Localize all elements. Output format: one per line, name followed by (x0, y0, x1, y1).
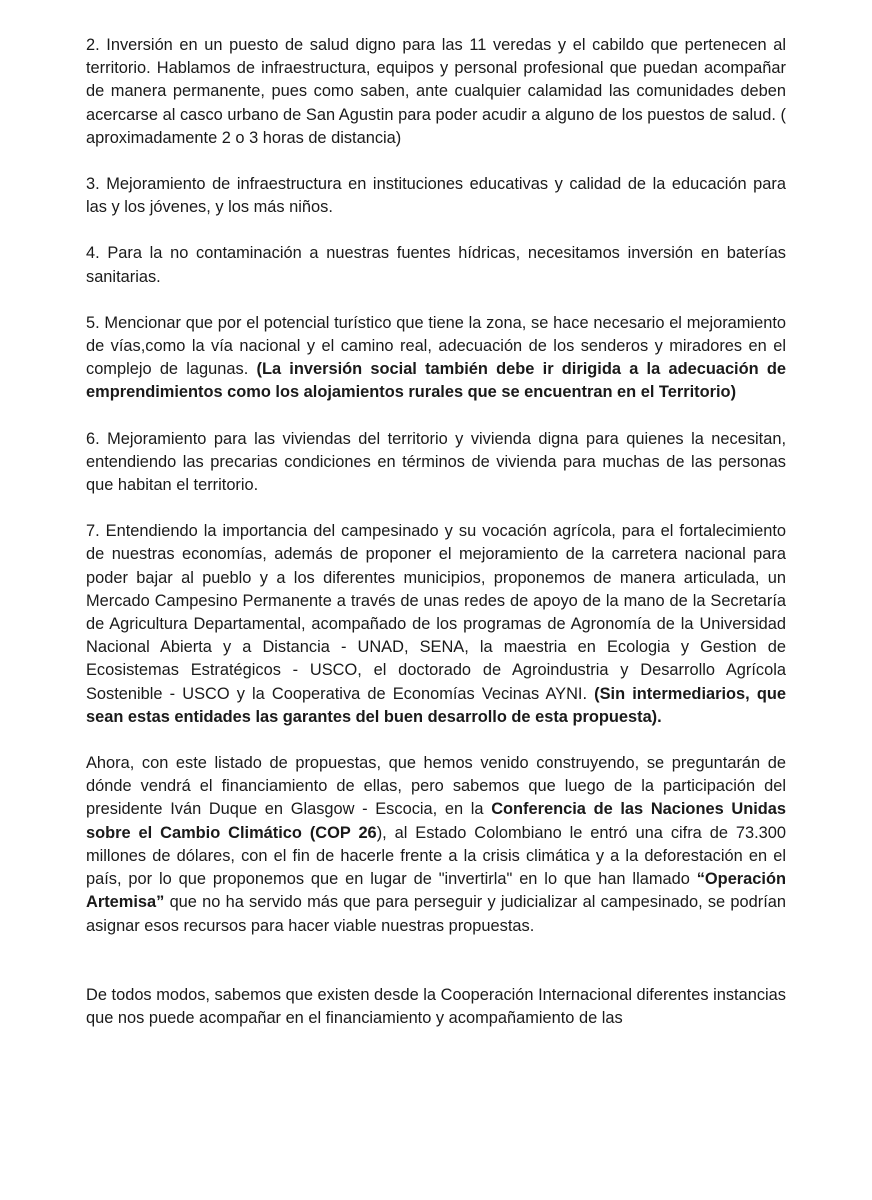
spacer (86, 219, 786, 242)
proposal-item-2: 2. Inversión en un puesto de salud digno para las 11 veredas y el cabildo que pertenecen al territorio. Hablamos de infraestructura, equipos y personal profesional que puedan acompañar de manera permanente, pues como saben, ante cualquier calamidad las comunidades deben acercarse al casco urbano de San Agustin para poder acudir a alguno de los puestos de salud. ( aproximadamente 2 o 3 horas de distancia) (86, 36, 786, 147)
proposal-item-7 (86, 520, 786, 729)
proposal-item-5 (86, 312, 786, 405)
item-7-text: 7. Entendiendo la importancia del campesinado y su vocación agrícola, para el fortalecimiento de nuestras economías, además de proponer el mejoramiento de la carretera nacional para poder bajar al pueblo y a los diferentes municipios, proponemos de manera articulada, un Mercado Campesino Permanente a través de unas redes de apoyo de la mano de la Secretaría de Agricultura Departamental, acompañado de los programas de Agronomía de la Universidad Nacional Abierta y a Distancia - UNAD, SENA, la maestria en Ecologia y Gestion de Ecosistemas Estratégicos - USCO, el doctorado de Agroindustria y Desarrollo Agrícola Sostenible - USCO y la Cooperativa de Economías Vecinas AYNI. (86, 522, 786, 703)
closing-paragraph: De todos modos, sabemos que existen desde la Cooperación Internacional diferentes instancias que nos puede acompañar en el financiamiento y acompañamiento de las (86, 985, 786, 1027)
spacer (86, 289, 786, 312)
proposal-item-4: 4. Para la no contaminación a nuestras fuentes hídricas, necesitamos inversión en baterías sanitarias. (86, 244, 786, 286)
spacer (86, 150, 786, 173)
financing-text-2: ), al Estado Colombiano le entró una cifra de 73.300 millones de dólares, con el fin de hacerle frente a la crisis climática y a la deforestación en el país, por lo que proponemos que en lugar de "invertirla" en lo que han llamado (86, 823, 786, 889)
spacer (86, 497, 786, 520)
operacion-artemisa: “Operación Artemisa” (86, 870, 786, 912)
financing-text-3: que no ha servido más que para perseguir y judicializar al campesinado, se podrían asignar esos recursos para hacer viable nuestras propuestas. (86, 893, 786, 935)
item-5-bold-note: (La inversión social también debe ir dirigida a la adecuación de emprendimientos como los alojamientos rurales que se encuentran en el Territorio) (86, 360, 786, 402)
financing-text-1: Ahora, con este listado de propuestas, que hemos venido construyendo, se preguntarán de dónde vendrá el financiamiento de ellas, pero sabemos que luego de la participación del presidente Iván Duque en Glasgow - Escocia, en la (86, 754, 786, 819)
proposal-item-6: 6. Mejoramiento para las viviendas del territorio y vivienda digna para quienes la necesitan, entendiendo las precarias condiciones en términos de vivienda para muchas de las personas que habitan el territorio. (86, 429, 786, 495)
proposal-item-3: 3. Mejoramiento de infraestructura en instituciones educativas y calidad de la educación para las y los jóvenes, y los más niños. (86, 175, 786, 217)
spacer (86, 938, 786, 984)
cop26-conference: Conferencia de las Naciones Unidas sobre el Cambio Climático (COP 26 (86, 800, 786, 842)
item-7-bold-note: (Sin intermediarios, que sean estas entidades las garantes del buen desarrollo de esta propuesta). (86, 684, 786, 726)
spacer (86, 729, 786, 752)
spacer (86, 405, 786, 428)
item-5-text: 5. Mencionar que por el potencial turístico que tiene la zona, se hace necesario el mejoramiento de vías,como la vía nacional y el camino real, adecuación de los senderos y miradores en el complejo de lagunas. (86, 313, 786, 379)
financing-paragraph (86, 752, 786, 938)
